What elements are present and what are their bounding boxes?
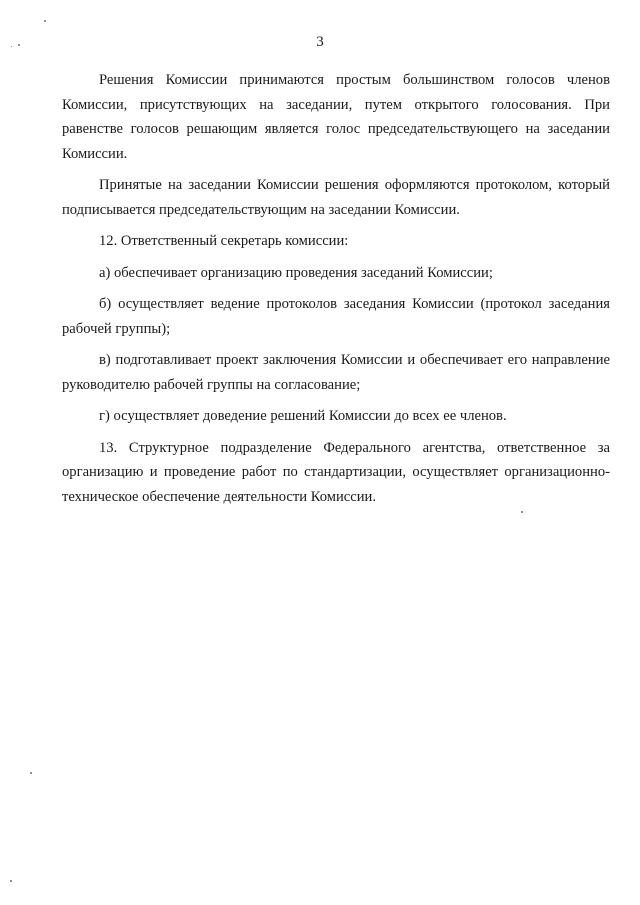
paragraph-voting-rules: Решения Комиссии принимаются простым большинством голосов членов Комиссии, присутствующих на заседании, путем открытого голосования. При равенстве голосов решающим является голос председательствующего на заседании Комиссии. xyxy=(62,72,610,162)
paragraph-item-12v: в) подготавливает проект заключения Комиссии и обеспечивает его направление руководителю рабочей группы на согласование; xyxy=(62,352,610,393)
scan-speck xyxy=(521,511,523,513)
paragraph-item-12a: а) обеспечивает организацию проведения заседаний Комиссии; xyxy=(99,264,493,281)
paragraph-item-12: 12. Ответственный секретарь комиссии: xyxy=(99,233,349,249)
scan-speck xyxy=(30,772,32,774)
paragraph-decisions-protocol: Принятые на заседании Комиссии решения оформляются протоколом, который подписывается председательствующим на заседании Комиссии. xyxy=(62,177,610,218)
paragraph-item-12g: г) осуществляет доведение решений Комиссии до всех ее членов. xyxy=(99,408,507,424)
scan-speck xyxy=(44,20,46,22)
paragraph-item-12b: б) осуществляет ведение протоколов заседания Комиссии (протокол заседания рабочей группы); xyxy=(62,296,610,337)
scan-speck xyxy=(11,46,12,47)
page-number: 3 xyxy=(316,34,324,50)
document-body xyxy=(62,68,610,516)
scan-speck xyxy=(18,44,20,46)
scan-speck xyxy=(10,880,12,882)
paragraph-item-13: 13. Структурное подразделение Федерального агентства, ответственное за организацию и проведение работ по стандартизации, осуществляет организационно-техническое обеспечение деятельности Комиссии. xyxy=(62,439,610,505)
